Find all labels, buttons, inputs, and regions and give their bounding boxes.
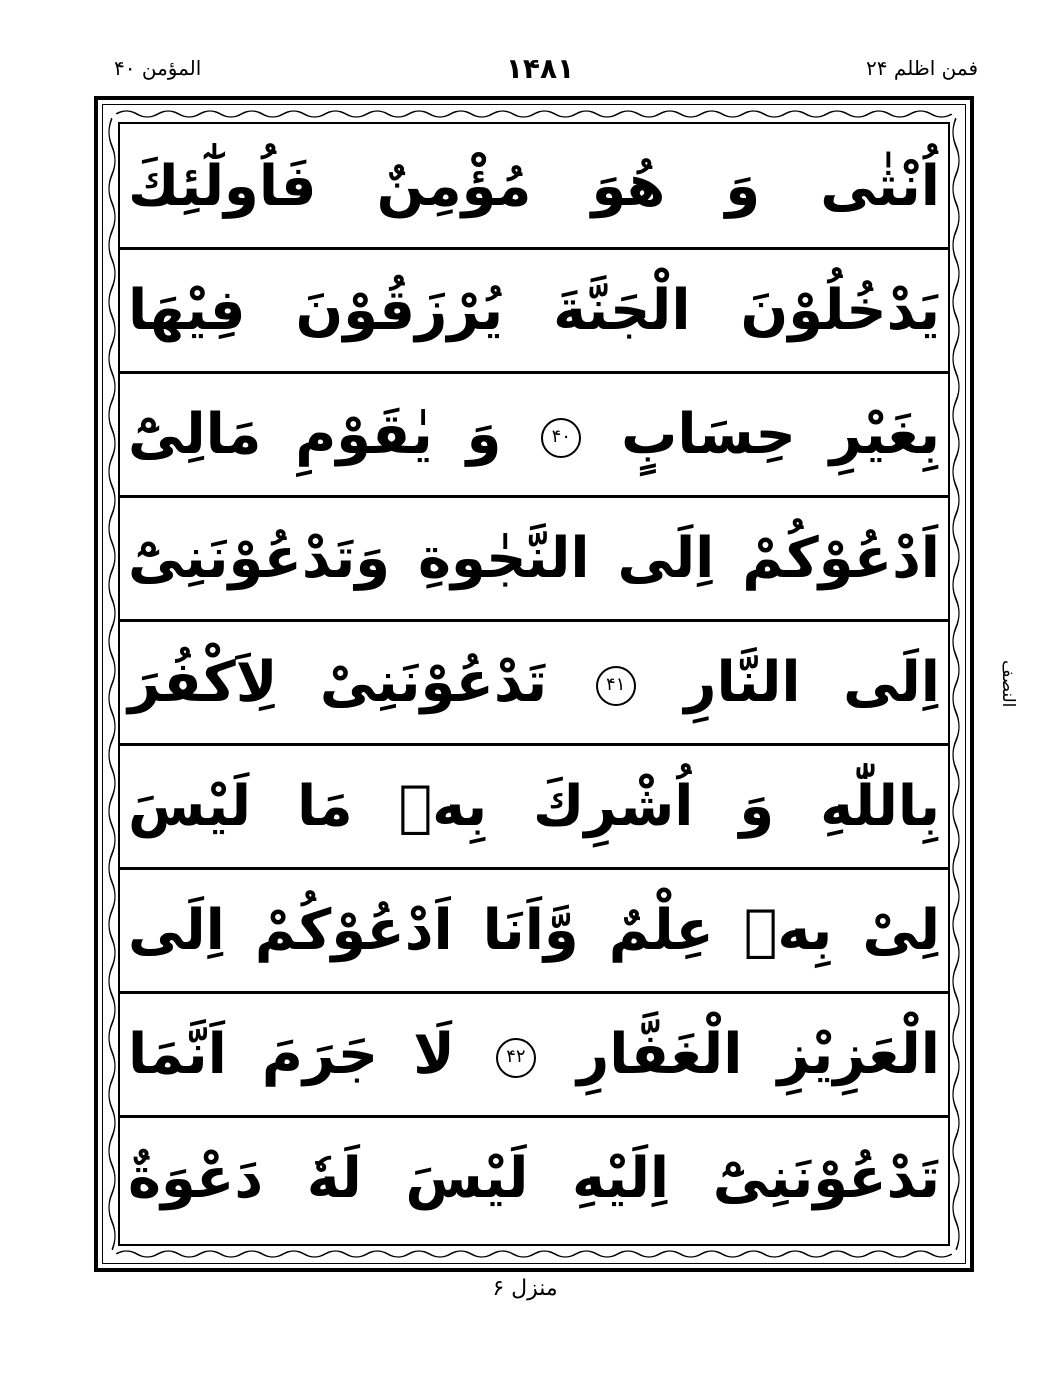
verse-text: يَدْخُلُوْنَ الْجَنَّةَ يُرْزَقُوْنَ فِيْهَا: [128, 278, 940, 343]
ayah-number-marker: ۴۰: [541, 418, 581, 458]
verse-line: [120, 869, 948, 993]
verse-text: تَدْعُوْنَنِیْ لِاَكْفُرَ: [128, 650, 548, 715]
margin-note: النصف: [998, 660, 1018, 708]
verse-text: الْعَزِيْزِ الْغَفَّارِ: [576, 1022, 940, 1087]
verse-text: بِاللّٰهِ وَ اُشْرِكَ بِهٖ مَا لَيْسَ: [128, 774, 940, 839]
ornament-border-bottom: [116, 1248, 952, 1260]
verse-text: تَدْعُوْنَنِیْٓ اِلَيْهِ لَيْسَ لَهٗ دَعْوَةٌ: [128, 1146, 940, 1211]
verse-text-area: [118, 122, 950, 1246]
ornament-border-top: [116, 108, 952, 120]
surah-name: المؤمن ۴۰: [114, 56, 202, 80]
verse-line: [120, 1117, 948, 1241]
verse-text: بِغَيْرِ حِسَابٍ: [621, 402, 940, 467]
verse-text: اُنْثٰی وَ هُوَ مُؤْمِنٌ فَاُولٰٓئِكَ: [128, 154, 940, 219]
juz-name: فمن اظلم ۲۴: [866, 56, 978, 80]
verse-line: [120, 249, 948, 373]
page-header: [100, 52, 980, 92]
verse-text: لَا جَرَمَ اَنَّمَا: [128, 1022, 455, 1087]
verse-text: وَ يٰقَوْمِ مَالِیْٓ: [128, 402, 502, 467]
verse-line: [120, 373, 948, 497]
verse-text: لِیْ بِهٖ عِلْمٌ وَّاَنَا اَدْعُوْكُمْ اِلَى: [128, 898, 940, 963]
verse-text: اِلَى النَّارِ: [684, 650, 940, 715]
ornament-border-right: [950, 118, 962, 1250]
ornament-border-left: [106, 118, 118, 1250]
verse-line: [120, 497, 948, 621]
verse-text: اَدْعُوْكُمْ اِلَى النَّجٰوةِ وَتَدْعُوْنَنِیْٓ: [128, 526, 940, 591]
ayah-number-marker: ۴۲: [496, 1038, 536, 1078]
verse-line: [120, 745, 948, 869]
verse-line: [120, 993, 948, 1117]
verse-line: [120, 125, 948, 249]
manzil-footer: منزل ۶: [492, 1276, 558, 1301]
ayah-number-marker: ۴۱: [596, 666, 636, 706]
verse-line: [120, 621, 948, 745]
page-number: ۱۴۸۱: [505, 52, 575, 85]
